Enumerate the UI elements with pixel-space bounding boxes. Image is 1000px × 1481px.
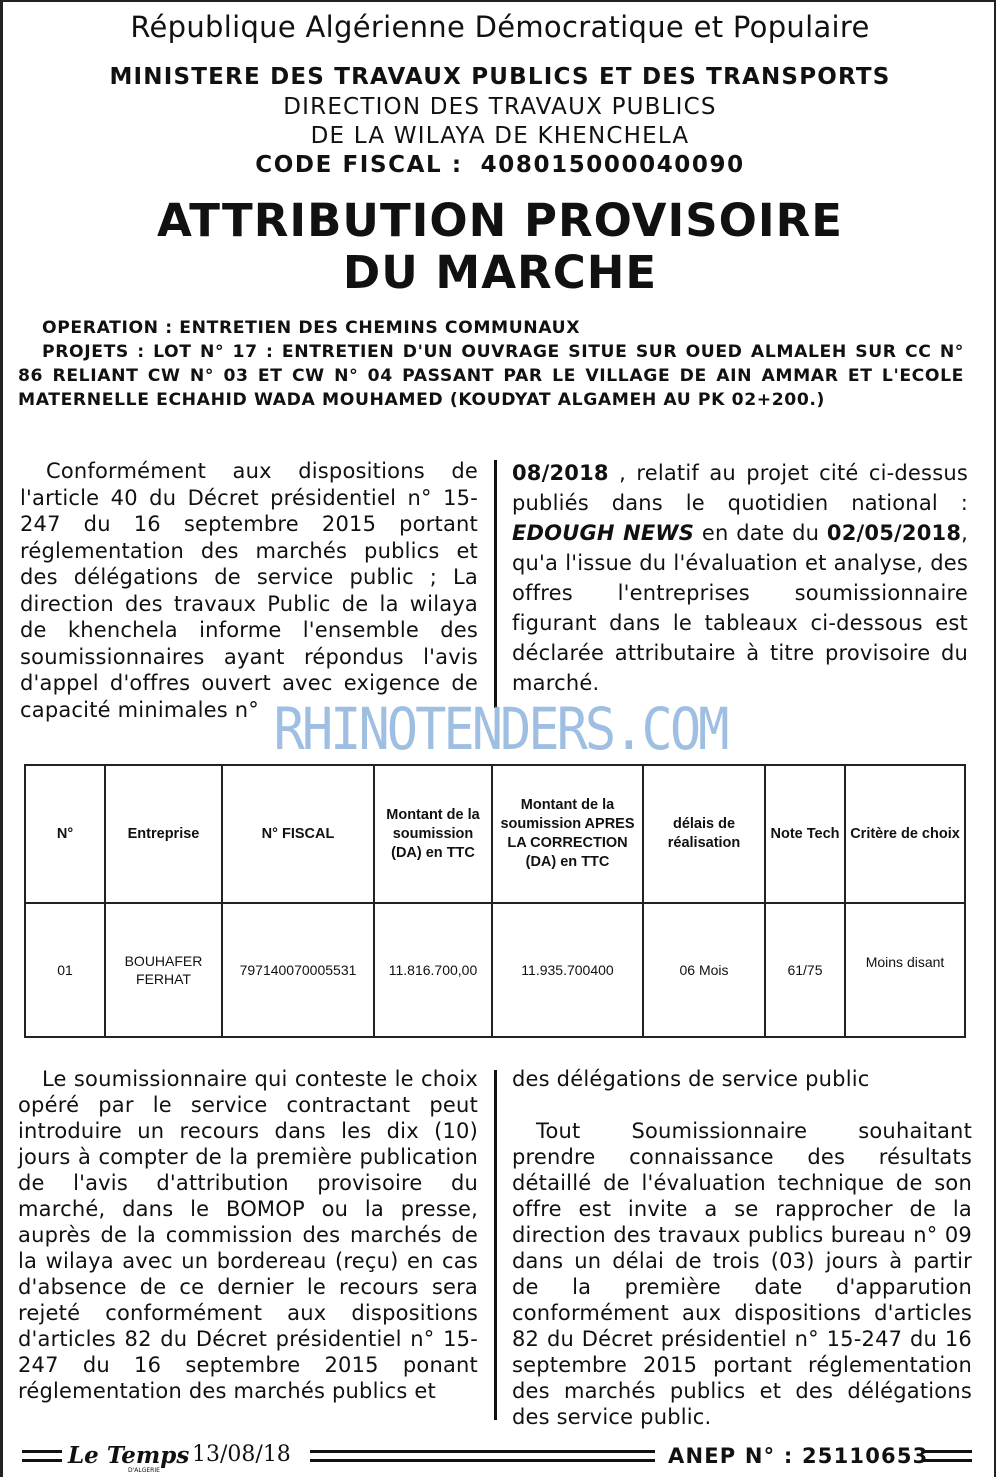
cell-montant-apres: 11.935.700400 [492, 903, 643, 1037]
footer-rule [922, 1450, 972, 1462]
footer-rule [310, 1450, 655, 1462]
watermark-text: RHINOTENDERS.COM [273, 696, 727, 764]
recourse-continuation: des délégations de service public [512, 1067, 870, 1091]
header-note: Note Tech [765, 765, 845, 903]
tender-reference: 08/2018 [512, 461, 609, 485]
cell-entreprise: BOUHAFER FERHAT [105, 903, 222, 1037]
direction-heading: DIRECTION DES TRAVAUX PUBLICS [283, 94, 717, 120]
recourse-column-left: Le soumissionnaire qui conteste le choix opéré par le service contractant peut introduire un recours dans les dix (10) jours à compter de la première publication de l'avis d'attribution provisoire du marché, dans le BOMOP ou la presse, auprès de la commission des marchés de la wilaya avec un bordereau (reçu) en cas d'absence de ce dernier le recours sera rejeté conformément aux dispositions d'articles 82 du Décret présidentiel n° 15-247 du 16 septembre 2015 ponant réglementation des marchés publics et [18, 1067, 478, 1403]
column-divider [494, 460, 497, 708]
ministry-heading: MINISTERE DES TRAVAUX PUBLICS ET DES TRANSPORTS [109, 64, 891, 90]
header-entreprise: Entreprise [105, 765, 222, 903]
table-header-row [25, 765, 965, 903]
cell-montant: 11.816.700,00 [374, 903, 492, 1037]
footer-date: 13/08/18 [192, 1442, 291, 1467]
intro-column-left: Conformément aux dispositions de l'article 40 du Décret présidentiel n° 15-247 du 16 septembre 2015 portant réglementation des marchés publics et des délégations de service public ; La direction des travaux Public de la wilaya de khenchela informe l'ensemble des soumissionnaires ayant répondus l'avis d'appel d'offres ouvert avec exigence de capacité minimales n° [20, 459, 478, 722]
code-fiscal-label: CODE FISCAL : [255, 152, 463, 178]
operation-line: OPERATION : ENTRETIEN DES CHEMINS COMMUNAUX [42, 318, 581, 338]
newspaper-logo-subtitle: D'ALGERIE [128, 1467, 160, 1474]
header-montant: Montant de la soumission (DA) en TTC [374, 765, 492, 903]
intro-text-a: , relatif au projet cité ci-dessus publiés dans le quotidien national : [512, 461, 968, 515]
cell-note: 61/75 [765, 903, 845, 1037]
table-row [25, 903, 965, 1037]
header-num: N° [25, 765, 105, 903]
projects-description: PROJETS : LOT N° 17 : ENTRETIEN D'UN OUVRAGE SITUE SUR OUED ALMALEH SUR CC N° 86 RELIANT CW N° 03 ET CW N° 04 PASSANT PAR LE VILLAGE DE AIN AMMAR ET L'ECOLE MATERNELLE ECHAHID WADA MOUHAMED (KOUDYAT ALGAMEH AU PK 02+200.) [18, 342, 964, 410]
header-fiscal: N° FISCAL [222, 765, 374, 903]
code-fiscal-value: 408015000040090 [480, 152, 745, 178]
notice-title-line1: ATTRIBUTION PROVISOIRE [156, 194, 844, 247]
notice-title-line2: DU MARCHE [342, 246, 658, 299]
wilaya-heading: DE LA WILAYA DE KHENCHELA [310, 123, 690, 149]
republic-heading: République Algérienne Démocratique et Populaire [130, 10, 870, 44]
footer [0, 1442, 1000, 1474]
header-delais: délais de réalisation [643, 765, 765, 903]
results-table [24, 764, 966, 1038]
column-divider [494, 1070, 497, 1420]
intro-column-right [512, 458, 968, 698]
intro-text-c: , qu'a l'issue du l'évaluation et analyse, des offres l'entreprises soumissionnaire figurant dans le tableaux ci-dessous est déclarée attributaire à titre provisoire du marché. [512, 521, 969, 695]
header-montant-apres: Montant de la soumission APRES LA CORRECTION (DA) en TTC [492, 765, 643, 903]
header-critere: Critère de choix [845, 765, 965, 903]
cell-fiscal: 797140070005531 [222, 903, 374, 1037]
intro-text-b: en date du [694, 521, 827, 545]
publication-date: 02/05/2018 [826, 521, 962, 545]
evaluation-notice: Tout Soumissionnaire souhaitant prendre connaissance des résultats détaillé de l'évaluation technique de son offre est invite a se rapprocher de la direction des travaux publics bureau n° 09 dans un délai de trois (03) jours à partir de la première date d'apparution conformément aux dispositions d'articles 82 du Décret présidentiel n° 15-247 du 16 septembre 2015 portant réglementation des marchés publics et des délégations des service public. [512, 1119, 972, 1429]
recourse-column-right [512, 1066, 972, 1430]
anep-number: ANEP N° : 25110653 [668, 1444, 929, 1468]
cell-num: 01 [25, 903, 105, 1037]
newspaper-logo: Le Temps [68, 1442, 190, 1469]
cell-delais: 06 Mois [643, 903, 765, 1037]
newspaper-name: EDOUGH NEWS [512, 521, 695, 545]
cell-critere: Moins disant [845, 903, 965, 1037]
footer-rule [22, 1450, 62, 1462]
code-fiscal [0, 152, 1000, 178]
